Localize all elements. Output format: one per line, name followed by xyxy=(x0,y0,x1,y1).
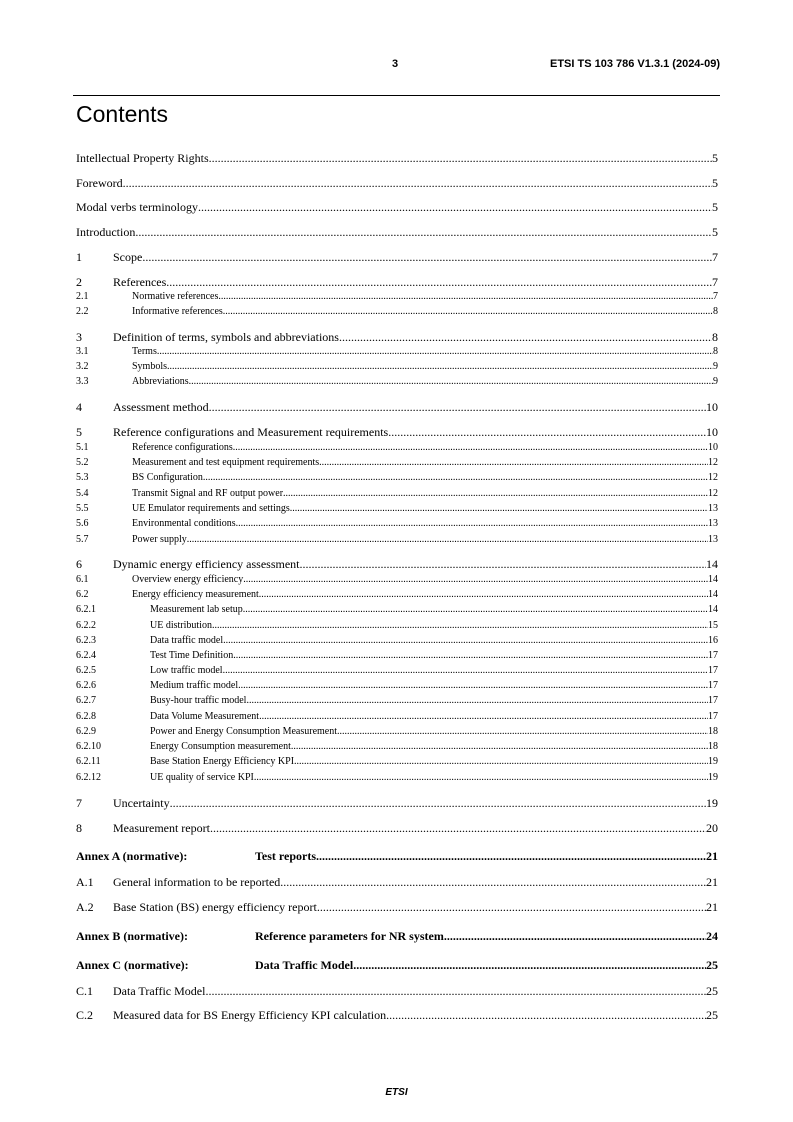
toc-entry-title: Medium traffic model xyxy=(150,680,239,691)
toc-entry-number: 5.7 xyxy=(76,534,89,545)
toc-entry[interactable] xyxy=(76,757,718,767)
toc-entry-page: 7 xyxy=(712,275,718,289)
toc-entry-number: 6.2.6 xyxy=(76,680,96,691)
toc-entry-title: BS Configuration xyxy=(132,472,203,483)
toc-leader-dots xyxy=(167,362,713,372)
toc-entry[interactable] xyxy=(76,347,718,357)
toc-entry-number: 6.2.5 xyxy=(76,665,96,676)
document-id: ETSI TS 103 786 V1.3.1 (2024-09) xyxy=(550,58,720,70)
toc-leader-dots xyxy=(209,152,712,164)
toc-entry-page: 17 xyxy=(708,650,718,661)
toc-entry-page: 8 xyxy=(712,330,718,344)
toc-entry-page: 5 xyxy=(712,225,718,239)
toc-leader-dots xyxy=(243,575,708,585)
toc-entry-title: Uncertainty xyxy=(113,796,170,810)
toc-leader-dots xyxy=(233,651,708,661)
toc-entry-title: Base Station (BS) energy efficiency report xyxy=(113,900,317,914)
toc-entry[interactable] xyxy=(76,426,718,438)
toc-entry[interactable] xyxy=(76,773,718,783)
toc-entry-page: 16 xyxy=(708,635,718,646)
toc-entry-page: 8 xyxy=(713,346,718,357)
toc-entry-number: 4 xyxy=(76,400,82,414)
toc-entry-title: Reference configurations and Measurement requirements xyxy=(113,425,389,439)
toc-leader-dots xyxy=(259,712,708,722)
toc-entry[interactable] xyxy=(76,621,718,631)
toc-entry[interactable] xyxy=(76,742,718,752)
toc-entry-title: Abbreviations xyxy=(132,376,189,387)
toc-entry[interactable] xyxy=(76,443,718,453)
toc-leader-dots xyxy=(157,347,713,357)
toc-leader-dots xyxy=(135,226,712,238)
toc-leader-dots xyxy=(203,473,708,483)
toc-entry-page: 13 xyxy=(708,518,718,529)
toc-leader-dots xyxy=(444,930,706,942)
toc-leader-dots xyxy=(123,177,712,189)
toc-entry-page: 9 xyxy=(713,361,718,372)
toc-entry-title: Dynamic energy efficiency assessment xyxy=(113,557,300,571)
toc-entry[interactable] xyxy=(76,401,718,413)
toc-entry-page: 8 xyxy=(713,306,718,317)
toc-leader-dots xyxy=(187,535,708,545)
toc-leader-dots xyxy=(243,605,708,615)
toc-leader-dots xyxy=(280,876,706,888)
toc-leader-dots xyxy=(254,773,708,783)
toc-entry-page: 9 xyxy=(713,376,718,387)
toc-entry-title: Scope xyxy=(113,250,143,264)
toc-entry-title: Terms xyxy=(132,346,157,357)
toc-entry[interactable] xyxy=(76,651,718,661)
toc-entry-page: 14 xyxy=(708,589,718,600)
toc-leader-dots xyxy=(294,757,708,767)
toc-entry-number: 2.2 xyxy=(76,306,89,317)
toc-entry-title: Informative references xyxy=(132,306,223,317)
toc-entry-title: Test reports xyxy=(255,849,316,863)
toc-entry-number: 3 xyxy=(76,330,82,344)
toc-entry[interactable] xyxy=(76,681,718,691)
toc-entry[interactable] xyxy=(76,473,718,483)
toc-leader-dots xyxy=(223,307,713,317)
toc-entry-title: Overview energy efficiency xyxy=(132,574,244,585)
toc-entry-title: UE quality of service KPI xyxy=(150,772,254,783)
toc-entry-page: 12 xyxy=(708,488,718,499)
toc-entry-title: Introduction xyxy=(76,225,136,239)
toc-entry-title: Busy-hour traffic model xyxy=(150,695,247,706)
toc-entry-title: Reference parameters for NR system xyxy=(255,929,444,943)
toc-entry-page: 17 xyxy=(708,695,718,706)
toc-entry-page: 14 xyxy=(706,557,718,571)
toc-entry-number: 6.2.3 xyxy=(76,635,96,646)
toc-entry-title: Environmental conditions xyxy=(132,518,236,529)
toc-entry-number: A.2 xyxy=(76,900,94,914)
toc-entry[interactable] xyxy=(76,696,718,706)
toc-leader-dots xyxy=(223,636,708,646)
toc-leader-dots xyxy=(290,504,708,514)
toc-entry-title: Foreword xyxy=(76,176,123,190)
toc-entry-title: Definition of terms, symbols and abbreviations xyxy=(113,330,339,344)
toc-entry-title: Base Station Energy Efficiency KPI xyxy=(150,756,295,767)
toc-leader-dots xyxy=(233,443,708,453)
toc-entry-page: 18 xyxy=(708,741,718,752)
toc-entry-title: Reference configurations xyxy=(132,442,233,453)
toc-entry-number: 7 xyxy=(76,796,82,810)
toc-entry-title: Low traffic model xyxy=(150,665,223,676)
toc-entry-page: 12 xyxy=(708,472,718,483)
toc-entry-page: 24 xyxy=(706,929,718,943)
toc-leader-dots xyxy=(317,901,706,913)
toc-entry-number: 6.2.9 xyxy=(76,726,96,737)
toc-entry-page: 7 xyxy=(712,250,718,264)
toc-entry-number: 5.2 xyxy=(76,457,89,468)
toc-leader-dots xyxy=(205,985,706,997)
toc-leader-dots xyxy=(218,292,713,302)
toc-entry[interactable] xyxy=(76,1009,718,1021)
toc-entry-title: UE distribution xyxy=(150,620,212,631)
toc-entry[interactable] xyxy=(76,152,718,164)
toc-entry[interactable] xyxy=(76,666,718,676)
toc-leader-dots xyxy=(209,401,706,413)
toc-entry-title: Power supply xyxy=(132,534,187,545)
toc-entry-number: 5.5 xyxy=(76,503,89,514)
toc-entry-title: Transmit Signal and RF output power xyxy=(132,488,284,499)
toc-entry-title: Assessment method xyxy=(113,400,209,414)
toc-entry-number: 5.6 xyxy=(76,518,89,529)
toc-entry-title: Energy Consumption measurement xyxy=(150,741,291,752)
toc-entry-number: Annex C (normative): xyxy=(76,958,189,972)
toc-entry-page: 14 xyxy=(708,574,718,585)
toc-entry[interactable] xyxy=(76,727,718,737)
toc-entry[interactable] xyxy=(76,558,718,570)
toc-entry-number: 5.3 xyxy=(76,472,89,483)
toc-leader-dots xyxy=(212,621,708,631)
toc-entry-number: 6.2.8 xyxy=(76,711,96,722)
toc-entry-page: 5 xyxy=(712,200,718,214)
toc-entry[interactable] xyxy=(76,458,718,468)
toc-entry-page: 17 xyxy=(708,711,718,722)
toc-entry-page: 19 xyxy=(706,796,718,810)
toc-entry[interactable] xyxy=(76,276,718,288)
toc-entry-title: Measurement report xyxy=(113,821,210,835)
page-number: 3 xyxy=(392,58,399,70)
toc-annex-entry[interactable] xyxy=(76,930,718,942)
toc-entry-page: 21 xyxy=(706,875,718,889)
toc-entry-page: 21 xyxy=(706,849,718,863)
toc-leader-dots xyxy=(339,331,712,343)
toc-entry-number: 6.2.12 xyxy=(76,772,101,783)
toc-entry-page: 19 xyxy=(708,756,718,767)
toc-entry-number: A.1 xyxy=(76,875,94,889)
toc-entry-number: Annex B (normative): xyxy=(76,929,188,943)
toc-entry-page: 7 xyxy=(713,291,718,302)
toc-entry-page: 15 xyxy=(708,620,718,631)
toc-entry-page: 14 xyxy=(708,604,718,615)
toc-entry[interactable] xyxy=(76,605,718,615)
toc-leader-dots xyxy=(316,850,706,862)
toc-entry-number: 6.2.2 xyxy=(76,620,96,631)
toc-entry-number: 6.2.10 xyxy=(76,741,101,752)
toc-entry[interactable] xyxy=(76,362,718,372)
toc-entry[interactable] xyxy=(76,712,718,722)
toc-entry-number: 3.2 xyxy=(76,361,89,372)
toc-entry-number: 3.3 xyxy=(76,376,89,387)
toc-entry[interactable] xyxy=(76,226,718,238)
toc-entry-page: 18 xyxy=(708,726,718,737)
toc-entry-title: Symbols xyxy=(132,361,168,372)
toc-entry-number: 1 xyxy=(76,250,82,264)
toc-entry-number: 6.2.4 xyxy=(76,650,96,661)
toc-entry[interactable] xyxy=(76,201,718,213)
toc-entry-title: Intellectual Property Rights xyxy=(76,151,209,165)
toc-entry-title: Data Traffic Model xyxy=(255,958,354,972)
toc-entry-title: Normative references xyxy=(132,291,219,302)
toc-leader-dots xyxy=(386,1009,706,1021)
toc-entry-title: Test Time Definition xyxy=(150,650,234,661)
toc-entry[interactable] xyxy=(76,901,718,913)
toc-leader-dots xyxy=(337,727,708,737)
toc-entry[interactable] xyxy=(76,876,718,888)
toc-entry-page: 25 xyxy=(706,1008,718,1022)
toc-entry-number: 5.4 xyxy=(76,488,89,499)
toc-leader-dots xyxy=(238,681,708,691)
toc-entry[interactable] xyxy=(76,489,718,499)
toc-entry-page: 13 xyxy=(708,534,718,545)
toc-leader-dots xyxy=(170,797,706,809)
toc-entry[interactable] xyxy=(76,331,718,343)
toc-entry-number: 6.2.1 xyxy=(76,604,96,615)
toc-leader-dots xyxy=(198,201,712,213)
toc-entry-number: 5.1 xyxy=(76,442,89,453)
toc-leader-dots xyxy=(353,959,706,971)
toc-entry-title: Power and Energy Consumption Measurement xyxy=(150,726,338,737)
toc-entry-page: 19 xyxy=(708,772,718,783)
toc-entry-title: Data Volume Measurement xyxy=(150,711,260,722)
toc-entry-page: 25 xyxy=(706,958,718,972)
contents-title: Contents xyxy=(76,101,169,127)
toc-entry[interactable] xyxy=(76,797,718,809)
toc-entry-page: 12 xyxy=(708,457,718,468)
toc-entry[interactable] xyxy=(76,377,718,387)
toc-leader-dots xyxy=(246,696,708,706)
toc-entry-title: Modal verbs terminology xyxy=(76,200,198,214)
toc-leader-dots xyxy=(388,426,706,438)
toc-leader-dots xyxy=(259,590,708,600)
toc-entry-title: References xyxy=(113,275,167,289)
toc-entry[interactable] xyxy=(76,636,718,646)
toc-entry-title: Measurement and test equipment requirements xyxy=(132,457,320,468)
toc-entry-page: 25 xyxy=(706,984,718,998)
toc-entry-page: 10 xyxy=(706,425,718,439)
toc-entry-number: Annex A (normative): xyxy=(76,849,188,863)
toc-entry-title: Measured data for BS Energy Efficiency KPI calculation xyxy=(113,1008,387,1022)
toc-leader-dots xyxy=(283,489,708,499)
toc-annex-entry[interactable] xyxy=(76,959,718,971)
toc-entry-page: 17 xyxy=(708,680,718,691)
toc-entry[interactable] xyxy=(76,292,718,302)
toc-entry-number: 2.1 xyxy=(76,291,89,302)
toc-entry[interactable] xyxy=(76,251,718,263)
toc-entry[interactable] xyxy=(76,575,718,585)
toc-leader-dots xyxy=(236,519,708,529)
toc-leader-dots xyxy=(300,558,707,570)
toc-entry-number: C.1 xyxy=(76,984,94,998)
toc-entry-page: 10 xyxy=(708,442,718,453)
toc-entry-number: 8 xyxy=(76,821,82,835)
toc-entry-title: Energy efficiency measurement xyxy=(132,589,259,600)
toc-entry-number: 6.1 xyxy=(76,574,89,585)
toc-entry-page: 21 xyxy=(706,900,718,914)
toc-entry[interactable] xyxy=(76,307,718,317)
toc-entry[interactable] xyxy=(76,590,718,600)
toc-entry[interactable] xyxy=(76,535,718,545)
toc-entry-title: Data traffic model xyxy=(150,635,224,646)
toc-leader-dots xyxy=(189,377,713,387)
toc-entry-title: Data Traffic Model xyxy=(113,984,206,998)
toc-entry-number: 2 xyxy=(76,275,82,289)
toc-entry-page: 17 xyxy=(708,665,718,676)
toc-entry[interactable] xyxy=(76,177,718,189)
toc-entry-number: 3.1 xyxy=(76,346,89,357)
toc-leader-dots xyxy=(166,276,712,288)
toc-leader-dots xyxy=(223,666,708,676)
page-footer: ETSI xyxy=(385,1087,408,1098)
toc-entry-number: C.2 xyxy=(76,1008,94,1022)
toc-entry-number: 6.2.11 xyxy=(76,756,101,767)
toc-entry[interactable] xyxy=(76,519,718,529)
toc-entry-title: General information to be reported xyxy=(113,875,281,889)
toc-annex-entry[interactable] xyxy=(76,850,718,862)
toc-entry-page: 5 xyxy=(712,151,718,165)
toc-entry[interactable] xyxy=(76,985,718,997)
toc-entry-page: 20 xyxy=(706,821,718,835)
toc-entry-number: 5 xyxy=(76,425,82,439)
toc-entry-number: 6.2.7 xyxy=(76,695,96,706)
toc-entry-number: 6 xyxy=(76,557,82,571)
toc-entry[interactable] xyxy=(76,504,718,514)
toc-leader-dots xyxy=(210,822,706,834)
toc-entry-page: 13 xyxy=(708,503,718,514)
toc-entry[interactable] xyxy=(76,822,718,834)
toc-leader-dots xyxy=(291,742,708,752)
toc-leader-dots xyxy=(142,251,712,263)
toc-entry-page: 5 xyxy=(712,176,718,190)
toc-leader-dots xyxy=(319,458,708,468)
toc-entry-number: 6.2 xyxy=(76,589,89,600)
toc-entry-title: Measurement lab setup xyxy=(150,604,243,615)
toc-entry-title: UE Emulator requirements and settings xyxy=(132,503,290,514)
toc-entry-page: 10 xyxy=(706,400,718,414)
